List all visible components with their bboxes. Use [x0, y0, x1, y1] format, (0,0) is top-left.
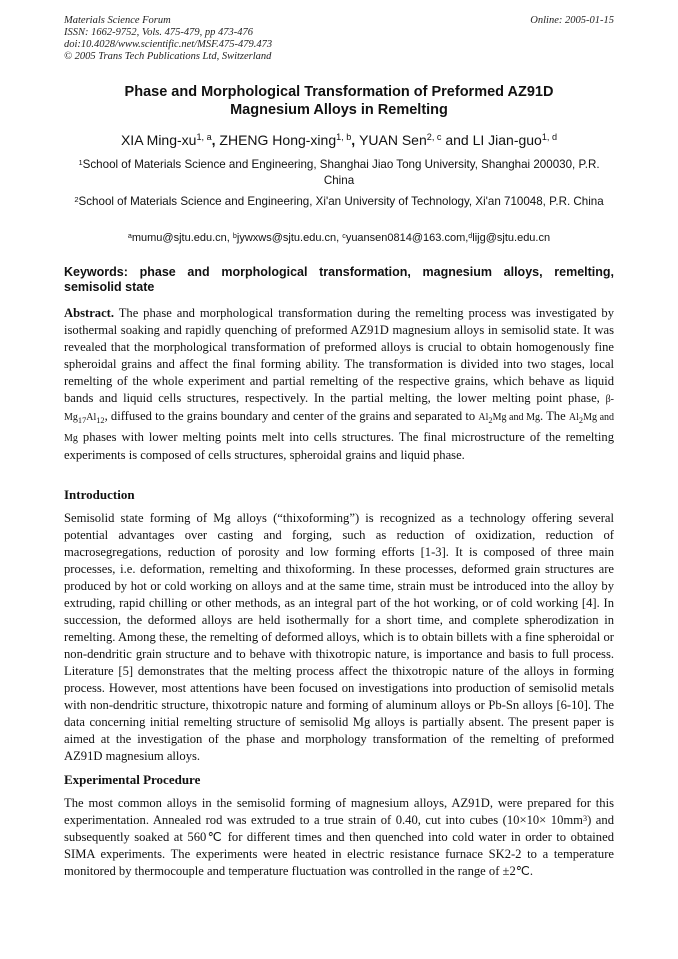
introduction-heading: Introduction: [64, 487, 135, 502]
author-and: and: [445, 132, 469, 148]
experimental-text: The most common alloys in the semisolid forming of magnesium alloys, AZ91D, were prepared for this experimentation. Annealed rod was extruded to a true strain of 0.40, cut into cubes $(10\times 10\times 10mm^3)$ and subsequently soaked at 560℃ for different times and then quenched into cold water in order to obtained SIMA experiments. The experiments were heated in electric resistance furnace SK2-2 to a temperature monitored by thermocouple and temperature fluctuation was controlled in the range of ±2℃.: [64, 796, 614, 878]
keywords: Keywords: phase and morphological transformation, magnesium alloys, remelting, semisolid state: [64, 265, 614, 294]
author-4: LI Jian-guo: [472, 132, 542, 148]
affiliation-2: $^2$School of Materials Science and Engineering, Xi'an University of Technology, Xi'an 710048, P.R. China: [74, 194, 604, 208]
author-4-affil: 1, d: [541, 132, 558, 143]
author-2: ZHENG Hong-xing: [219, 132, 337, 148]
title-line-2: Magnesium Alloys in Remelting: [230, 102, 448, 118]
affiliation-1: $^1$School of Materials Science and Engineering, Shanghai Jiao Tong University, Shanghai 200030, P.R. China: [78, 157, 600, 187]
paper-title: [64, 83, 614, 119]
experimental-heading: Experimental Procedure: [64, 772, 201, 787]
author-emails: $^a$mumu@sjtu.edu.cn, $^b$jywxws@sjtu.edu.cn, $^c$yuansen0814@163.com,$^d$lijg@sjtu.edu.cn: [127, 231, 551, 244]
journal-name: Materials Science Forum: [64, 15, 171, 26]
copyright-line: © 2005 Trans Tech Publications Ltd, Switzerland: [64, 51, 272, 62]
email-a[interactable]: mumu@sjtu.edu.cn,: [131, 232, 230, 244]
author-1-affil: 1, a: [196, 132, 212, 143]
abstract-label: Abstract.: [64, 306, 115, 320]
online-date: Online: 2005-01-15: [530, 15, 614, 26]
author-2-affil: 1, b: [336, 132, 352, 143]
author-3-affil: 2, c: [426, 132, 442, 143]
author-3: YUAN Sen: [359, 132, 427, 148]
author-list: XIA Ming-xu$^{1, a}$, ZHENG Hong-xing$^{1, b}$, YUAN Sen$^{2, c}$ and LI Jian-guo$^{1, d}$: [120, 132, 558, 148]
email-b[interactable]: jywxws@sjtu.edu.cn,: [236, 232, 340, 244]
introduction-text: Semisolid state forming of Mg alloys (“thixoforming”) is recognized as a technology offering several potential advantages over casting and forging, such as reduction of oxidization, reduction of macrosegregations, reduction of porosity and low forming efforts [1-3]. It is composed of three main processes, i.e. deformation, remelting and thixoforming. In these processes, deformed grain structures are produced by hot or cold working on alloys and at the same time, strain must be introduced into the alloy by extruding, rapid chilling or other methods, as an integral part of the hot working, or of cold working [4]. In succession, the deformed alloys are held isothermally for a short time, and complete spherodization in remelting. Among these, the remelting of deformed alloys, which is to obtain billets with a fine spheroidal or non-dendritic grain structure and to behave with thixotropic nature, is importance and basis to full process. Literature [5] demonstrates that the melting process affect the thixotropic nature of the alloys in forming process. However, most attentions have been focused on investigations into production of semisolid metals with non-dendritic structure, thixotropic nature and forming of aluminum alloys or Pb-Sn alloys [6-10]. The data concerning initial remelting structure of semisolid Mg alloys is partially absent. The present paper is aimed at the investigation of the phase and morphology transformation of the remelting of preformed AZ91D magnesium alloys.: [64, 511, 614, 763]
email-d[interactable]: lijg@sjtu.edu.cn: [472, 232, 551, 244]
issn-line: ISSN: 1662-9752, Vols. 475-479, pp 473-476: [64, 27, 253, 38]
doi-line[interactable]: doi:10.4028/www.scientific.net/MSF.475-479.473: [64, 39, 273, 50]
title-line-1: Phase and Morphological Transformation of Preformed AZ91D: [124, 84, 554, 100]
abstract: Abstract. The phase and morphological transformation during the remelting process was investigated by isothermal soaking and rapidly quenching of preformed AZ91D magnesium alloys in semisolid state. It was revealed that the morphological transformation of preformed alloys is crucial to obtain homogenously fine spheroidal grains and affect the final forming ability. The transformation is divided into two stages, local remelting of the whole experiment and partial remelting of the respective grains, which behave as liquid bands and liquid cells structures, respectively. In the partial melting, the lower melting point phase, $\beta-Mg_{17}Al_{12}$, diffused to the grains boundary and center of the grains and separated to $Al_2Mg$ and Mg. The $Al_2Mg$ and Mg phases with lower melting points melt into cells structures. The final microstructure of the remelting experiments is composed of cells structures, spheroidal grains and liquid phase.: [64, 306, 615, 462]
author-1: XIA Ming-xu: [120, 132, 197, 148]
journal-header: [64, 15, 272, 63]
email-c[interactable]: yuansen0814@163.com,: [345, 232, 469, 244]
